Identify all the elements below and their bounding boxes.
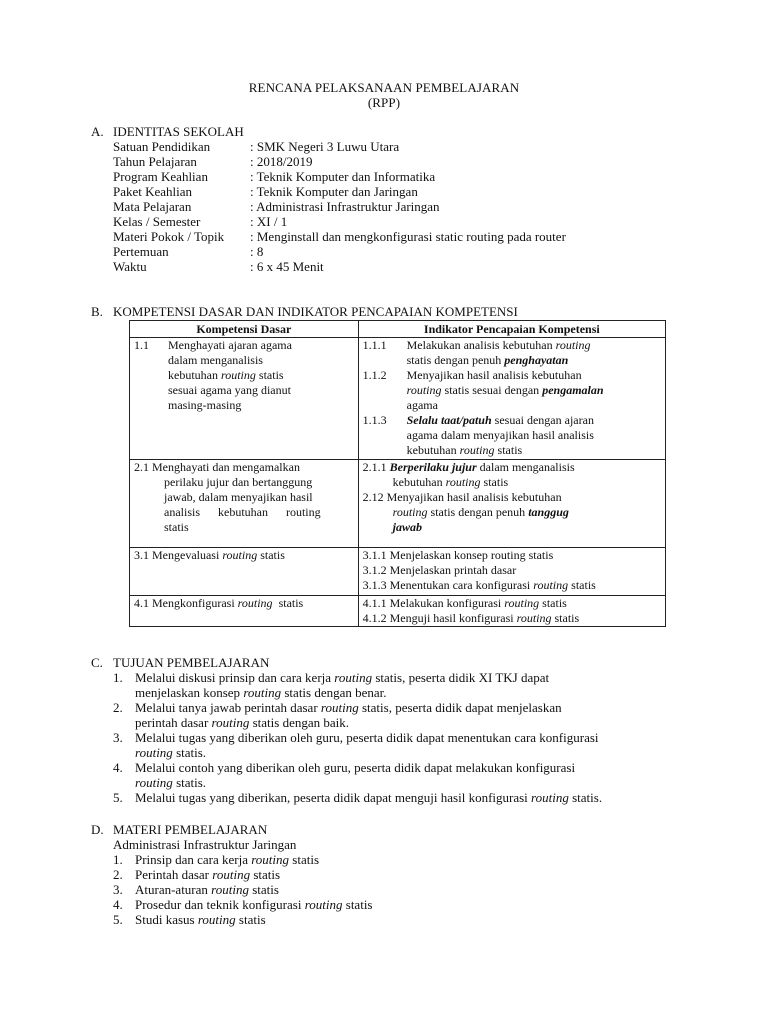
- list-item: [113, 790, 602, 805]
- list-italic-text: routing: [135, 775, 173, 790]
- indicator-text: statis: [568, 578, 596, 592]
- kd-text: statis: [272, 596, 304, 610]
- identity-value: : Teknik Komputer dan Jaringan: [250, 184, 418, 199]
- column-header-kd: Kompetensi Dasar: [130, 321, 359, 338]
- list-number: 4.: [113, 760, 123, 775]
- list-text: Melalui contoh yang diberikan oleh guru, peserta didik dapat melakukan konfigurasi: [135, 760, 576, 775]
- section-title: IDENTITAS SEKOLAH: [113, 124, 244, 139]
- indicator-number: 1.1.3: [362, 413, 387, 427]
- kd-line: 2.1 Menghayati dan mengamalkan: [134, 460, 300, 474]
- list-item: [113, 882, 373, 897]
- kd-line: [134, 368, 354, 383]
- list-text: statis dengan benar.: [281, 685, 387, 700]
- list-number: 3.: [113, 882, 123, 897]
- indicator-line: [363, 353, 661, 368]
- list-text: statis: [342, 897, 373, 912]
- list-italic-text: routing: [135, 745, 173, 760]
- section-b-heading: [91, 304, 518, 319]
- list-item: [113, 867, 373, 882]
- kd-text: statis: [257, 548, 285, 562]
- indicator-text: statis: [551, 611, 580, 625]
- list-number: 2.: [113, 700, 123, 715]
- section-d-heading: [91, 822, 267, 837]
- kd-text: statis: [255, 368, 284, 382]
- kd-line: dalam menganalisis: [168, 353, 263, 367]
- kd-cell: [130, 548, 359, 596]
- list-number: 4.: [113, 897, 123, 912]
- identity-row: [113, 154, 312, 169]
- table-row: [130, 548, 666, 596]
- section-letter: D.: [91, 822, 104, 837]
- list-text: perintah dasar: [135, 715, 212, 730]
- indicator-line: 2.12 Menyajikan hasil analisis kebutuhan: [362, 490, 562, 504]
- table-row: [130, 596, 666, 627]
- list-text: Prinsip dan cara kerja: [135, 852, 252, 867]
- identity-value: : SMK Negeri 3 Luwu Utara: [250, 139, 400, 154]
- indicator-bold-italic-text: penghayatan: [504, 353, 569, 367]
- identity-row: [113, 169, 435, 184]
- indicator-line: [363, 443, 661, 458]
- kd-line: jawab, dalam menyajikan hasil: [164, 490, 313, 504]
- kd-line: [134, 338, 354, 353]
- indicator-text: 4.1.2 Menguji hasil konfigurasi: [362, 611, 517, 625]
- identity-row: [113, 259, 324, 274]
- section-c-heading: [91, 655, 269, 670]
- document-subtitle: (RPP): [367, 95, 401, 110]
- identity-row: [113, 229, 566, 244]
- list-text: statis.: [172, 745, 207, 760]
- column-header-indicator: Indikator Pencapaian Kompetensi: [358, 321, 665, 338]
- identity-key: Program Keahlian: [113, 169, 208, 184]
- list-italic-text: routing: [334, 670, 373, 685]
- indicator-line: [363, 338, 661, 353]
- list-number: 2.: [113, 867, 123, 882]
- kd-cell: [130, 460, 359, 548]
- kd-text: 3.1 Mengevaluasi: [134, 548, 223, 562]
- indicator-text: statis: [539, 596, 567, 610]
- table-row: [130, 338, 666, 460]
- identity-row: [113, 139, 399, 154]
- kd-line: [134, 548, 354, 563]
- indicator-line: [363, 368, 661, 383]
- list-text: statis: [235, 912, 266, 927]
- indicator-italic-text: routing: [516, 611, 552, 625]
- indicator-text: Menyajikan hasil analisis kebutuhan: [406, 368, 582, 382]
- indicator-cell: [358, 338, 665, 460]
- kd-line: statis: [164, 520, 189, 534]
- kd-line: perilaku jujur dan bertanggung: [164, 475, 313, 489]
- list-italic-text: routing: [211, 882, 249, 897]
- indicator-text: statis dengan penuh: [406, 353, 505, 367]
- indicator-text: Melakukan analisis kebutuhan: [406, 338, 556, 352]
- list-number: 5.: [113, 790, 123, 805]
- list-italic-text: routing: [531, 790, 569, 805]
- list-italic-text: routing: [304, 897, 343, 912]
- list-item: [113, 912, 373, 927]
- indicator-number: 1.1.2: [362, 368, 387, 382]
- identity-row: [113, 184, 418, 199]
- indicator-line: agama: [406, 398, 438, 412]
- list-text: statis.: [172, 775, 207, 790]
- indicator-line: 3.1.1 Menjelaskan konsep routing statis: [362, 548, 554, 562]
- kd-line: sesuai agama yang dianut: [168, 383, 291, 397]
- list-item: [113, 670, 602, 685]
- identity-value: : XI / 1: [250, 214, 288, 229]
- indicator-text: dalam menganalisis: [476, 460, 575, 474]
- indicator-italic-text: routing: [406, 383, 442, 397]
- list-text: Melalui diskusi prinsip dan cara kerja: [135, 670, 335, 685]
- indicator-text: kebutuhan: [392, 475, 446, 489]
- list-text: Studi kasus: [135, 912, 198, 927]
- kd-line: [134, 596, 354, 611]
- table-row: [130, 460, 666, 548]
- kd-italic-text: routing: [222, 548, 258, 562]
- indicator-bold-italic-text: Selalu taat/patuh: [406, 413, 492, 427]
- kd-number: 1.1: [134, 338, 149, 352]
- identity-key: Kelas / Semester: [113, 214, 201, 229]
- identity-key: Waktu: [113, 259, 147, 274]
- kd-italic-text: routing: [221, 368, 256, 382]
- identity-row: [113, 244, 263, 259]
- indicator-line: [363, 460, 661, 475]
- list-text: Melalui tanya jawab perintah dasar: [135, 700, 321, 715]
- list-item-continuation: [113, 715, 602, 730]
- list-number: 3.: [113, 730, 123, 745]
- list-text: statis: [248, 882, 279, 897]
- identity-value: : Menginstall dan mengkonfigurasi static routing pada router: [250, 229, 566, 244]
- identity-value: : Administrasi Infrastruktur Jaringan: [250, 199, 440, 214]
- indicator-line: [363, 383, 661, 398]
- objectives-list: [113, 670, 602, 805]
- indicator-italic-text: routing: [445, 475, 481, 489]
- indicator-italic-text: routing: [392, 505, 428, 519]
- list-number: 1.: [113, 852, 123, 867]
- identity-key: Tahun Pelajaran: [113, 154, 197, 169]
- section-title: MATERI PEMBELAJARAN: [113, 822, 268, 837]
- indicator-bold-italic-text: pengamalan: [542, 383, 604, 397]
- indicator-text: statis dengan penuh: [427, 505, 529, 519]
- identity-value: : 2018/2019: [250, 154, 313, 169]
- section-letter: C.: [91, 655, 103, 670]
- list-number: 5.: [113, 912, 123, 927]
- section-title: TUJUAN PEMBELAJARAN: [113, 655, 270, 670]
- identity-value: : 8: [250, 244, 264, 259]
- list-item: [113, 730, 602, 745]
- list-item: [113, 897, 373, 912]
- indicator-line: agama dalam menyajikan hasil analisis: [406, 428, 594, 442]
- indicator-text: statis sesuai dengan: [441, 383, 543, 397]
- list-text: Prosedur dan teknik konfigurasi: [135, 897, 305, 912]
- indicator-text: 3.1.3 Menentukan cara konfigurasi: [362, 578, 534, 592]
- identity-key: Satuan Pendidikan: [113, 139, 211, 154]
- list-item-continuation: [113, 745, 602, 760]
- indicator-text: 4.1.1 Melakukan konfigurasi: [362, 596, 505, 610]
- indicator-text: kebutuhan: [406, 443, 460, 457]
- identity-key: Mata Pelajaran: [113, 199, 192, 214]
- indicator-line: [363, 475, 661, 490]
- identity-value: : Teknik Komputer dan Informatika: [250, 169, 436, 184]
- indicator-line: [363, 578, 661, 593]
- indicator-line: jawab: [392, 520, 422, 534]
- indicator-line: [363, 413, 661, 428]
- list-italic-text: routing: [320, 700, 359, 715]
- kd-italic-text: routing: [237, 596, 273, 610]
- indicator-bold-italic-text: Berperilaku jujur: [389, 460, 477, 474]
- indicator-cell: [358, 460, 665, 548]
- section-a-heading: [91, 124, 244, 139]
- identity-key: Paket Keahlian: [113, 184, 193, 199]
- list-text: statis.: [568, 790, 603, 805]
- kd-text: 4.1 Mengkonfigurasi: [134, 596, 238, 610]
- identity-row: [113, 199, 440, 214]
- kd-cell: [130, 338, 359, 460]
- indicator-cell: [358, 596, 665, 627]
- list-text: Perintah dasar: [135, 867, 213, 882]
- materials-subtitle: Administrasi Infrastruktur Jaringan: [113, 837, 297, 852]
- identity-value: : 6 x 45 Menit: [250, 259, 324, 274]
- list-italic-text: routing: [212, 867, 251, 882]
- indicator-line: [363, 611, 661, 626]
- list-italic-text: routing: [243, 685, 282, 700]
- materials-list: [113, 837, 373, 927]
- list-italic-text: routing: [251, 852, 290, 867]
- list-text: statis: [289, 852, 320, 867]
- list-text: statis: [250, 867, 281, 882]
- indicator-line: [363, 505, 661, 520]
- document-title: RENCANA PELAKSANAAN PEMBELAJARAN: [248, 80, 520, 95]
- indicator-text: statis: [494, 443, 523, 457]
- kd-text: Menghayati ajaran agama: [168, 338, 292, 352]
- indicator-italic-text: routing: [555, 338, 591, 352]
- list-italic-text: routing: [211, 715, 250, 730]
- list-item: [113, 760, 602, 775]
- indicator-number: 2.1.1: [362, 460, 390, 474]
- indicator-italic-text: routing: [533, 578, 569, 592]
- section-title: KOMPETENSI DASAR DAN INDIKATOR PENCAPAIAN KOMPETENSI: [113, 304, 518, 319]
- list-text: menjelaskan konsep: [135, 685, 244, 700]
- indicator-italic-text: routing: [459, 443, 495, 457]
- kd-cell: [130, 596, 359, 627]
- indicator-line: 3.1.2 Menjelaskan printah dasar: [362, 563, 517, 577]
- list-item: [113, 700, 602, 715]
- list-text: Melalui tugas yang diberikan, peserta didik dapat menguji hasil konfigurasi: [135, 790, 532, 805]
- identity-key: Materi Pokok / Topik: [113, 229, 225, 244]
- kd-line: masing-masing: [168, 398, 242, 412]
- list-text: statis dengan baik.: [249, 715, 349, 730]
- section-letter: B.: [91, 304, 103, 319]
- list-italic-text: routing: [197, 912, 236, 927]
- identity-row: [113, 214, 287, 229]
- indicator-text: statis: [480, 475, 509, 489]
- indicator-text: sesuai dengan ajaran: [491, 413, 594, 427]
- indicator-cell: [358, 548, 665, 596]
- table-header-row: [130, 321, 666, 338]
- section-letter: A.: [91, 124, 104, 139]
- list-item: [113, 852, 373, 867]
- indicator-number: 1.1.1: [362, 338, 387, 352]
- indicator-bold-italic-text: tanggug: [528, 505, 569, 519]
- competency-table: [129, 320, 666, 627]
- indicator-italic-text: routing: [504, 596, 540, 610]
- list-text: statis, peserta didik XI TKJ dapat: [372, 670, 550, 685]
- kd-text: kebutuhan: [168, 368, 221, 382]
- list-text: statis, peserta didik dapat menjelaskan: [358, 700, 562, 715]
- list-number: 1.: [113, 670, 123, 685]
- list-text: Melalui tugas yang diberikan oleh guru, peserta didik dapat menentukan cara konfigurasi: [135, 730, 599, 745]
- list-item-continuation: [113, 685, 602, 700]
- list-text: Aturan-aturan: [135, 882, 212, 897]
- kd-line: analisis kebutuhan routing: [164, 505, 321, 519]
- identity-key: Pertemuan: [113, 244, 169, 259]
- indicator-line: [363, 596, 661, 611]
- list-item-continuation: [113, 775, 602, 790]
